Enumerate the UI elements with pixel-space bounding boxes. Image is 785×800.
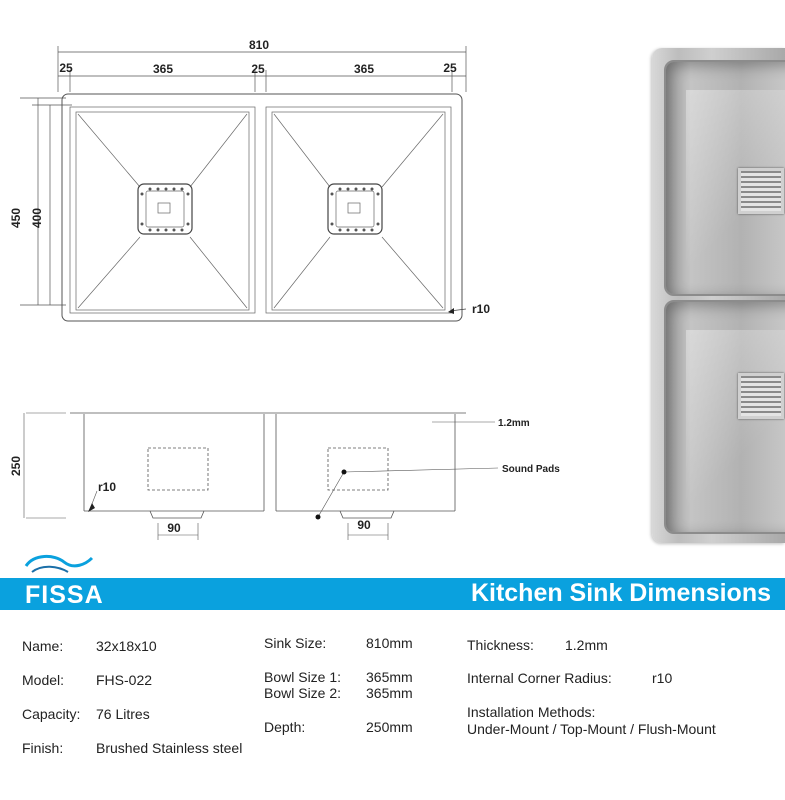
bowl2-value: 365mm [366, 685, 413, 701]
dim-corner-side: r10 [98, 480, 117, 494]
capacity-label: Capacity: [22, 706, 81, 722]
dim-edge-right: 25 [443, 61, 457, 75]
dim-pad-left: 90 [167, 521, 181, 535]
sink-size-value: 810mm [366, 635, 413, 651]
name-label: Name: [22, 638, 64, 654]
dim-outer-height: 450 [9, 207, 23, 229]
thickness-label: Thickness: [467, 637, 534, 653]
model-label: Model: [22, 672, 65, 688]
capacity-value: 76 Litres [96, 706, 150, 722]
right-bowl-plan [266, 107, 451, 313]
radius-value: r10 [652, 670, 673, 686]
bowl1-label: Bowl Size 1: [264, 669, 342, 685]
dim-bowl-right: 365 [353, 62, 375, 76]
dim-thickness: 1.2mm [498, 418, 530, 429]
brand-logo-text: FISSA [25, 581, 104, 609]
sink-size-label: Sink Size: [264, 635, 327, 651]
name-value: 32x18x10 [96, 638, 157, 654]
side-view [24, 413, 498, 540]
radius-label: Internal Corner Radius: [467, 670, 612, 686]
sound-pads-label: Sound Pads [502, 464, 560, 475]
finish-value: Brushed Stainless steel [96, 740, 243, 756]
sink-photo [652, 48, 785, 543]
photo-drain-top [738, 168, 784, 214]
thickness-value: 1.2mm [565, 637, 608, 653]
install-value: Under-Mount / Top-Mount / Flush-Mount [467, 721, 716, 737]
dim-total-width: 810 [248, 38, 270, 52]
install-label: Installation Methods: [467, 704, 596, 720]
depth-label: Depth: [264, 719, 306, 735]
bowl2-label: Bowl Size 2: [264, 685, 342, 701]
dim-pad-right: 90 [357, 518, 371, 532]
sink-outline [62, 94, 462, 321]
brand-logo-icon [24, 552, 94, 580]
banner-title: Kitchen Sink Dimensions [470, 579, 771, 607]
photo-drain-bottom [738, 373, 784, 419]
dim-bowl-left: 365 [152, 62, 174, 76]
dim-depth: 250 [9, 455, 23, 477]
dim-edge-left: 25 [59, 61, 73, 75]
bowl1-value: 365mm [366, 669, 413, 685]
left-bowl-plan [70, 107, 255, 313]
dim-corner-top: r10 [472, 302, 491, 316]
finish-label: Finish: [22, 740, 64, 756]
depth-value: 250mm [366, 719, 413, 735]
dim-inner-height: 400 [30, 207, 44, 229]
model-value: FHS-022 [96, 672, 153, 688]
dim-middle: 25 [251, 62, 265, 76]
